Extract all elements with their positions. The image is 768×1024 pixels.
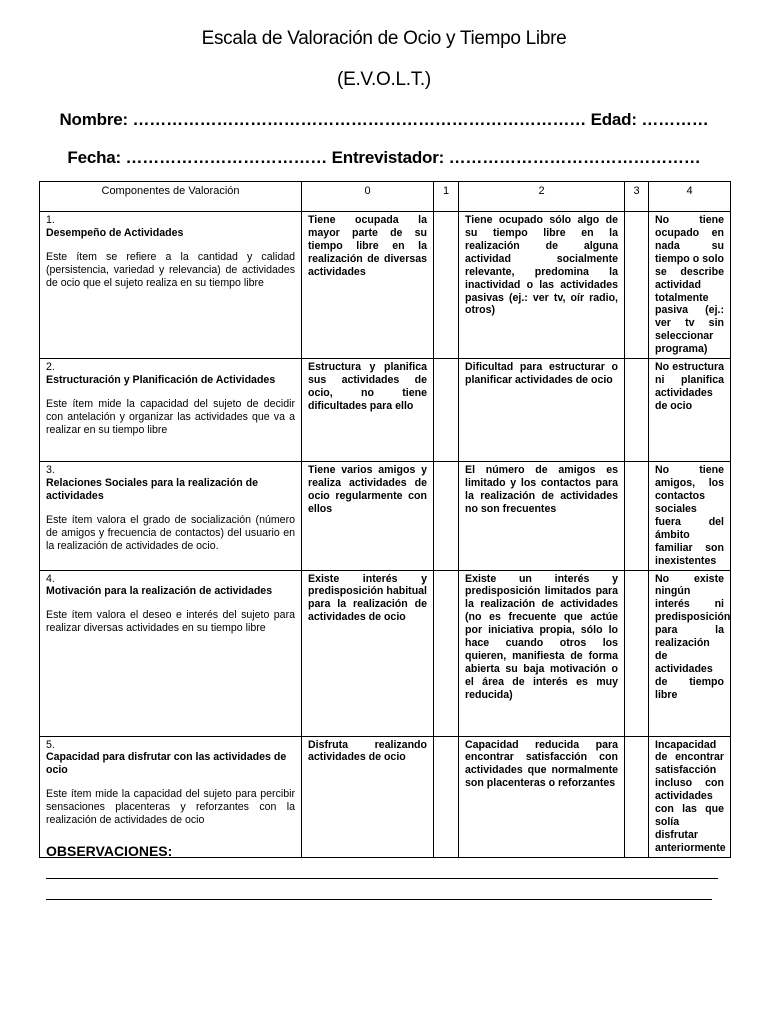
score-2-cell — [459, 736, 625, 857]
header-score-4: 4 — [649, 182, 731, 212]
component-number: 3. — [46, 464, 55, 477]
component-description: Este ítem valora el grado de socialización (número de amigos y frecuencia de contactos) del usuario en la realización de actividades de ocio. — [46, 513, 295, 552]
score-3-cell — [625, 462, 649, 570]
component-description: Este ítem mide la capacidad del sujeto de decidir con antelación y organizar las actividades que va a realizar en su tiempo libre — [46, 397, 295, 436]
score-0-cell — [302, 462, 434, 570]
header-score-1: 1 — [434, 182, 459, 212]
component-description: Este ítem se refiere a la cantidad y calidad (persistencia, variedad y relevancia) de actividades de ocio que el sujeto realiza en su tiempo libre — [46, 250, 295, 289]
score-0-text: Tiene ocupada la mayor parte de su tiempo libre en la realización de diversas actividades — [308, 214, 427, 278]
component-title: Desempeño de Actividades — [46, 226, 184, 239]
score-4-cell — [649, 570, 731, 736]
score-2-text: Existe un interés y predisposición limitados para la realización de actividades (no es frecuente que actúe por iniciativa propia, sólo lo hace cuando otros los quieren, manifiesta de forma abierta su baja motivación o el área de interés es muy reducida) — [465, 572, 618, 701]
score-4-text: Incapacidad de encontrar satisfacción incluso con actividades con las que solía disfrutar anteriormente — [655, 738, 726, 854]
component-description: Este ítem mide la capacidad del sujeto para percibir sensaciones placenteras y reforzantes con la realización de actividades de ocio — [46, 788, 295, 827]
table-row — [40, 359, 731, 462]
component-description: Este ítem valora el deseo e interés del sujeto para realizar diversas actividades en su tiempo libre — [46, 609, 295, 635]
score-1-cell — [434, 736, 459, 857]
score-0-text: Tiene varios amigos y realiza actividades de ocio regularmente con ellos — [308, 464, 427, 515]
score-0-cell — [302, 570, 434, 736]
rating-scale-table — [39, 181, 731, 858]
component-cell — [40, 212, 302, 359]
page-subtitle-acronym: (E.V.O.L.T.) — [337, 69, 431, 90]
score-3-cell — [625, 212, 649, 359]
component-number: 1. — [46, 214, 55, 226]
component-cell — [40, 736, 302, 857]
score-0-text: Estructura y planifica sus actividades de ocio, no tiene dificultades para ello — [308, 361, 427, 412]
observaciones-line — [46, 878, 718, 879]
table-row — [40, 570, 731, 736]
score-2-cell — [459, 570, 625, 736]
score-4-cell — [649, 462, 731, 570]
component-title: Relaciones Sociales para la realización de actividades — [46, 477, 258, 502]
header-components: Componentes de Valoración — [40, 182, 302, 212]
component-title: Capacidad para disfrutar con las actividades de ocio — [46, 751, 287, 777]
component-number: 4. — [46, 572, 55, 585]
component-cell — [40, 359, 302, 462]
score-2-cell — [459, 359, 625, 462]
header-score-0: 0 — [302, 182, 434, 212]
score-1-cell — [434, 570, 459, 736]
component-title: Estructuración y Planificación de Actividades — [46, 374, 276, 387]
score-3-cell — [625, 359, 649, 462]
score-1-cell — [434, 212, 459, 359]
score-4-text: No tiene amigos, los contactos sociales fuera del ámbito familiar son inexistentes — [655, 464, 724, 567]
score-2-cell — [459, 212, 625, 359]
score-4-text: No tiene ocupado en nada su tiempo o solo se describe actividad totalmente pasiva (ej.: ver tv sin seleccionar programa) — [655, 214, 724, 356]
score-2-text: Dificultad para estructurar o planificar actividades de ocio — [465, 361, 618, 387]
header-score-2: 2 — [459, 182, 625, 212]
score-3-cell — [625, 570, 649, 736]
score-4-cell — [649, 736, 731, 857]
table-header-row — [40, 182, 731, 212]
score-1-cell — [434, 359, 459, 462]
score-0-cell — [302, 212, 434, 359]
score-0-cell — [302, 359, 434, 462]
component-number: 5. — [46, 738, 55, 751]
table-row — [40, 736, 731, 857]
component-cell — [40, 570, 302, 736]
observaciones-label: OBSERVACIONES: — [46, 843, 173, 859]
header-score-3: 3 — [625, 182, 649, 212]
score-2-cell — [459, 462, 625, 570]
score-0-cell — [302, 736, 434, 857]
page-title: Escala de Valoración de Ocio y Tiempo Libre — [201, 28, 567, 49]
score-2-text: El número de amigos es limitado y los contactos para la realización de actividades no son frecuentes — [465, 464, 618, 515]
table-row — [40, 462, 731, 570]
score-3-cell — [625, 736, 649, 857]
score-4-cell — [649, 359, 731, 462]
date-interviewer-line: Fecha: ……………………………… Entrevistador: ……………………………………… — [67, 148, 701, 167]
score-0-text: Existe interés y predisposición habitual para la realización de actividades de ocio — [308, 572, 427, 624]
name-age-line: Nombre: ……………………………………………………………………… Edad: ………… — [59, 110, 709, 129]
score-4-cell — [649, 212, 731, 359]
score-4-text: No existe ningún interés ni predisposición para la realización de actividades de tiempo libre — [655, 572, 731, 701]
score-0-text: Disfruta realizando actividades de ocio — [308, 738, 427, 764]
table-row — [40, 212, 731, 359]
score-2-text: Capacidad reducida para encontrar satisfacción con actividades que normalmente son placenteras o reforzantes — [465, 738, 618, 790]
component-title: Motivación para la realización de actividades — [46, 585, 273, 598]
score-1-cell — [434, 462, 459, 570]
observaciones-line — [46, 899, 712, 900]
component-cell — [40, 462, 302, 570]
score-4-text: No estructura ni planifica actividades de ocio — [655, 361, 724, 412]
score-2-text: Tiene ocupado sólo algo de su tiempo libre en la realización de alguna actividad socialmente relevante, predomina la inactividad o las actividades pasivas (ej.: ver tv, oír radio, otros) — [465, 214, 618, 317]
component-number: 2. — [46, 361, 55, 374]
